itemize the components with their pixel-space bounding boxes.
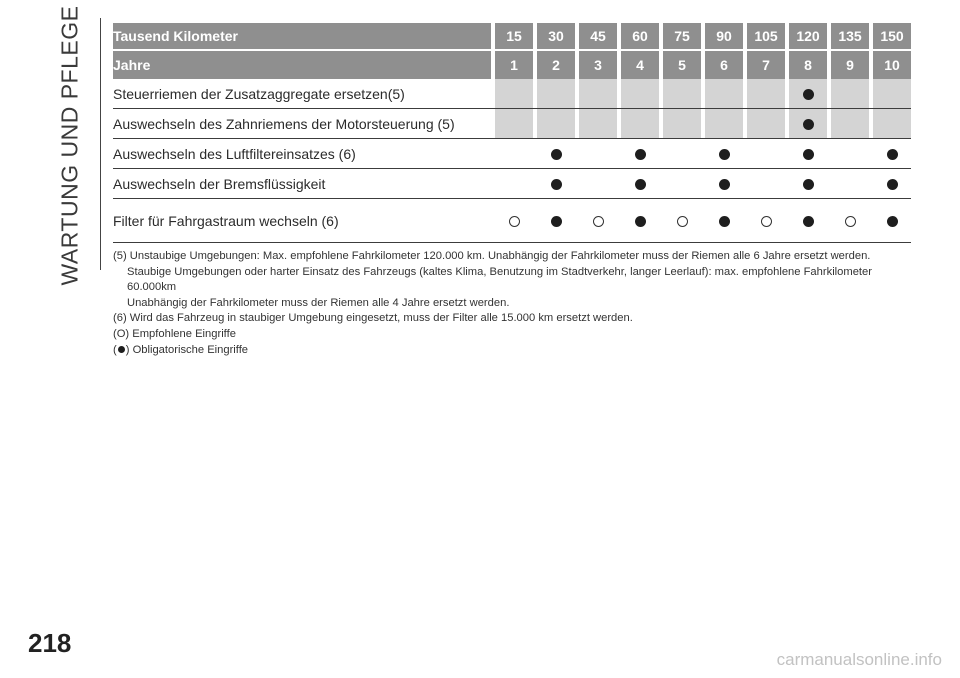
watermark: carmanualsonline.info [776,650,942,669]
header-years-row [113,51,911,79]
schedule-cell [537,109,575,139]
obligatory-dot-icon [887,216,898,227]
schedule-cell [747,109,785,139]
recommended-circle-icon [677,216,688,227]
schedule-cell [747,139,785,169]
schedule-cell [789,169,827,199]
schedule-cell [537,139,575,169]
obligatory-dot-icon [551,179,562,190]
page-number: 218 [28,628,72,658]
header-years-label: Jahre [113,51,491,79]
header-km-value: 45 [579,23,617,51]
header-years-value: 5 [663,51,701,79]
header-years-value: 7 [747,51,785,79]
section-title: WARTUNG UND PFLEGE [56,5,83,285]
schedule-cell [747,199,785,243]
obligatory-dot-icon [803,179,814,190]
footnotes [113,249,913,358]
obligatory-dot-icon [635,179,646,190]
schedule-cell [621,109,659,139]
obligatory-dot-icon [803,119,814,130]
schedule-cell [495,139,533,169]
footnote-5: (5) Unstaubige Umgebungen: Max. empfohlene Fahrkilometer 120.000 km. Unabhängig der Fahrkilometer muss der Riemen alle 6 Jahre ersetzt werden. [113,250,871,262]
schedule-cell [831,79,869,109]
schedule-cell [789,139,827,169]
schedule-cell [495,199,533,243]
schedule-cell [663,79,701,109]
legend-obligatory: ( ) Obligatorische Eingriffe [113,343,249,356]
obligatory-dot-icon [803,89,814,100]
schedule-cell [873,79,911,109]
row-label: Auswechseln des Zahnriemens der Motorsteuerung (5) [113,109,491,139]
schedule-cell [579,169,617,199]
recommended-circle-icon [509,216,520,227]
header-years-value: 9 [831,51,869,79]
recommended-circle-icon [845,216,856,227]
header-years-value: 6 [705,51,743,79]
obligatory-dot-icon [887,149,898,160]
header-km-value: 15 [495,23,533,51]
header-years-value: 2 [537,51,575,79]
table-row [113,109,911,139]
legend-recommended: (O) Empfohlene Eingriffe [113,327,236,340]
header-km-value: 30 [537,23,575,51]
footnote-5-years: Unabhängig der Fahrkilometer muss der Riemen alle 4 Jahre ersetzt werden. [127,296,510,309]
schedule-cell [747,79,785,109]
obligatory-dot-icon [635,216,646,227]
header-years-value: 8 [789,51,827,79]
schedule-cell [663,139,701,169]
recommended-circle-icon [761,216,772,227]
header-km-value: 135 [831,23,869,51]
obligatory-dot-icon [719,149,730,160]
header-km-value: 150 [873,23,911,51]
schedule-cell [579,199,617,243]
schedule-cell [831,169,869,199]
schedule-cell [873,199,911,243]
schedule-cell [705,109,743,139]
section-title-vertical [50,5,90,285]
row-label: Auswechseln des Luftfiltereinsatzes (6) [113,139,491,169]
schedule-cell [789,79,827,109]
schedule-cell [579,109,617,139]
table-row [113,79,911,109]
schedule-cell [747,169,785,199]
row-label: Auswechseln der Bremsflüssigkeit [113,169,491,199]
schedule-cell [621,79,659,109]
header-years-value: 4 [621,51,659,79]
obligatory-dot-icon [803,149,814,160]
schedule-cell [705,169,743,199]
schedule-cell [579,79,617,109]
header-km-value: 75 [663,23,701,51]
obligatory-dot-icon [803,216,814,227]
schedule-cell [537,79,575,109]
schedule-cell [537,199,575,243]
schedule-cell [873,109,911,139]
schedule-cell [705,139,743,169]
footnote-6: (6) Wird das Fahrzeug in staubiger Umgebung eingesetzt, muss der Filter alle 15.000 km ersetzt werden. [113,312,633,325]
schedule-cell [705,199,743,243]
schedule-cell [831,199,869,243]
schedule-cell [495,169,533,199]
header-km-row [113,23,911,51]
header-km-value: 105 [747,23,785,51]
schedule-cell [873,169,911,199]
schedule-cell [663,109,701,139]
header-years-value: 3 [579,51,617,79]
schedule-cell [663,199,701,243]
schedule-cell [537,169,575,199]
table-row [113,139,911,169]
table-row [113,199,911,243]
obligatory-dot-icon [719,179,730,190]
schedule-cell [621,199,659,243]
side-divider [100,18,101,270]
schedule-cell [663,169,701,199]
obligatory-dot-icon [551,216,562,227]
schedule-cell [579,139,617,169]
header-years-value: 10 [873,51,911,79]
table-row [113,169,911,199]
obligatory-dot-icon [551,149,562,160]
schedule-cell [495,79,533,109]
schedule-cell [705,79,743,109]
obligatory-dot-icon [118,346,125,353]
header-years-value: 1 [495,51,533,79]
recommended-circle-icon [593,216,604,227]
schedule-cell [873,139,911,169]
obligatory-dot-icon [635,149,646,160]
schedule-cell [789,199,827,243]
header-km-value: 90 [705,23,743,51]
schedule-cell [831,109,869,139]
header-km-value: 60 [621,23,659,51]
obligatory-dot-icon [887,179,898,190]
maintenance-schedule-table [113,23,911,243]
schedule-cell [621,169,659,199]
header-km-label: Tausend Kilometer [113,23,491,51]
obligatory-dot-icon [719,216,730,227]
schedule-cell [495,109,533,139]
schedule-cell [789,109,827,139]
row-label: Steuerriemen der Zusatzaggregate ersetzen(5) [113,79,491,109]
row-label: Filter für Fahrgastraum wechseln (6) [113,199,491,243]
footnote-5-dusty: Staubige Umgebungen oder harter Einsatz des Fahrzeugs (kaltes Klima, Benutzung im Stadtverkehr, langer Leerlauf): max. empfohlene Fahrkilometer 60.000km [127,265,872,294]
schedule-cell [831,139,869,169]
header-km-value: 120 [789,23,827,51]
schedule-cell [621,139,659,169]
